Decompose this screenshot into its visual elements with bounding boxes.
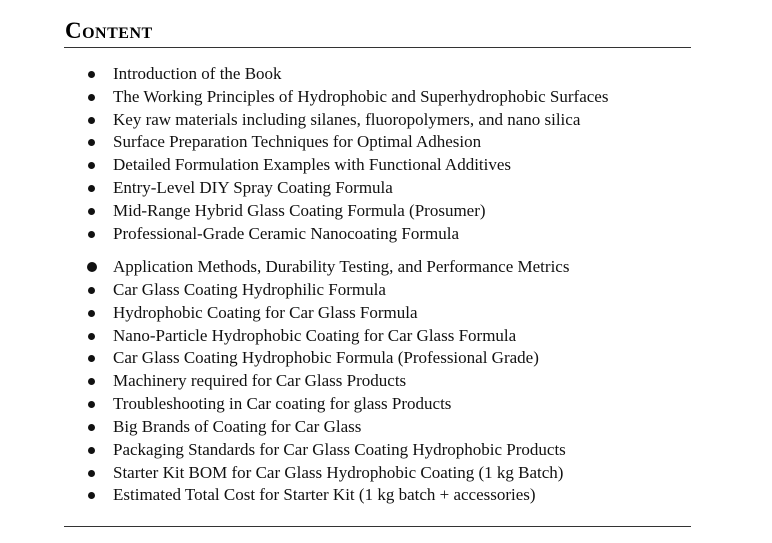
list-item-text: Hydrophobic Coating for Car Glass Formula bbox=[113, 303, 418, 322]
bullet-icon bbox=[88, 333, 95, 340]
bullet-icon bbox=[88, 185, 95, 192]
list-item-text: Surface Preparation Techniques for Optimal Adhesion bbox=[113, 132, 482, 151]
bullet-icon bbox=[88, 231, 95, 238]
bullet-icon bbox=[88, 208, 95, 215]
bullet-icon bbox=[88, 139, 95, 146]
list-item-text: Big Brands of Coating for Car Glass bbox=[113, 417, 362, 436]
list-item-text: Estimated Total Cost for Starter Kit (1 kg batch + accessories) bbox=[113, 485, 536, 504]
bullet-icon bbox=[88, 470, 95, 477]
bullet-icon bbox=[88, 492, 95, 499]
bullet-icon bbox=[88, 162, 95, 169]
list-item-text: The Working Principles of Hydrophobic and Superhydrophobic Surfaces bbox=[113, 87, 609, 106]
list-item-text: Entry-Level DIY Spray Coating Formula bbox=[113, 178, 393, 197]
list-item-text: Starter Kit BOM for Car Glass Hydrophobic Coating (1 kg Batch) bbox=[113, 463, 564, 482]
bullet-icon bbox=[88, 424, 95, 431]
list-item-text: Troubleshooting in Car coating for glass Products bbox=[113, 394, 452, 413]
bullet-icon bbox=[88, 355, 95, 362]
bullet-icon bbox=[88, 447, 95, 454]
bullet-icon bbox=[87, 262, 97, 272]
list-item-text: Detailed Formulation Examples with Functional Additives bbox=[113, 155, 512, 174]
bottom-divider bbox=[64, 526, 691, 527]
bullet-icon bbox=[88, 94, 95, 101]
bullet-icon bbox=[88, 287, 95, 294]
list-item-text: Machinery required for Car Glass Products bbox=[113, 371, 407, 390]
page-title: Content bbox=[65, 18, 153, 43]
list-item-text: Introduction of the Book bbox=[113, 64, 282, 83]
bullet-icon bbox=[88, 378, 95, 385]
list-item-text: Packaging Standards for Car Glass Coating Hydrophobic Products bbox=[113, 440, 566, 459]
top-divider bbox=[64, 47, 691, 48]
bullet-icon bbox=[88, 310, 95, 317]
list-item-text: Car Glass Coating Hydrophobic Formula (Professional Grade) bbox=[113, 348, 539, 367]
bullet-icon bbox=[88, 117, 95, 124]
list-item-text: Key raw materials including silanes, fluoropolymers, and nano silica bbox=[113, 110, 581, 129]
list-item-text: Application Methods, Durability Testing, and Performance Metrics bbox=[113, 257, 570, 276]
list-item-text: Mid-Range Hybrid Glass Coating Formula (Prosumer) bbox=[113, 201, 486, 220]
list-item-text: Car Glass Coating Hydrophilic Formula bbox=[113, 280, 386, 299]
bullet-icon bbox=[88, 401, 95, 408]
bullet-icon bbox=[88, 71, 95, 78]
list-item-text: Professional-Grade Ceramic Nanocoating Formula bbox=[113, 224, 460, 243]
list-item-text: Nano-Particle Hydrophobic Coating for Car Glass Formula bbox=[113, 326, 517, 345]
